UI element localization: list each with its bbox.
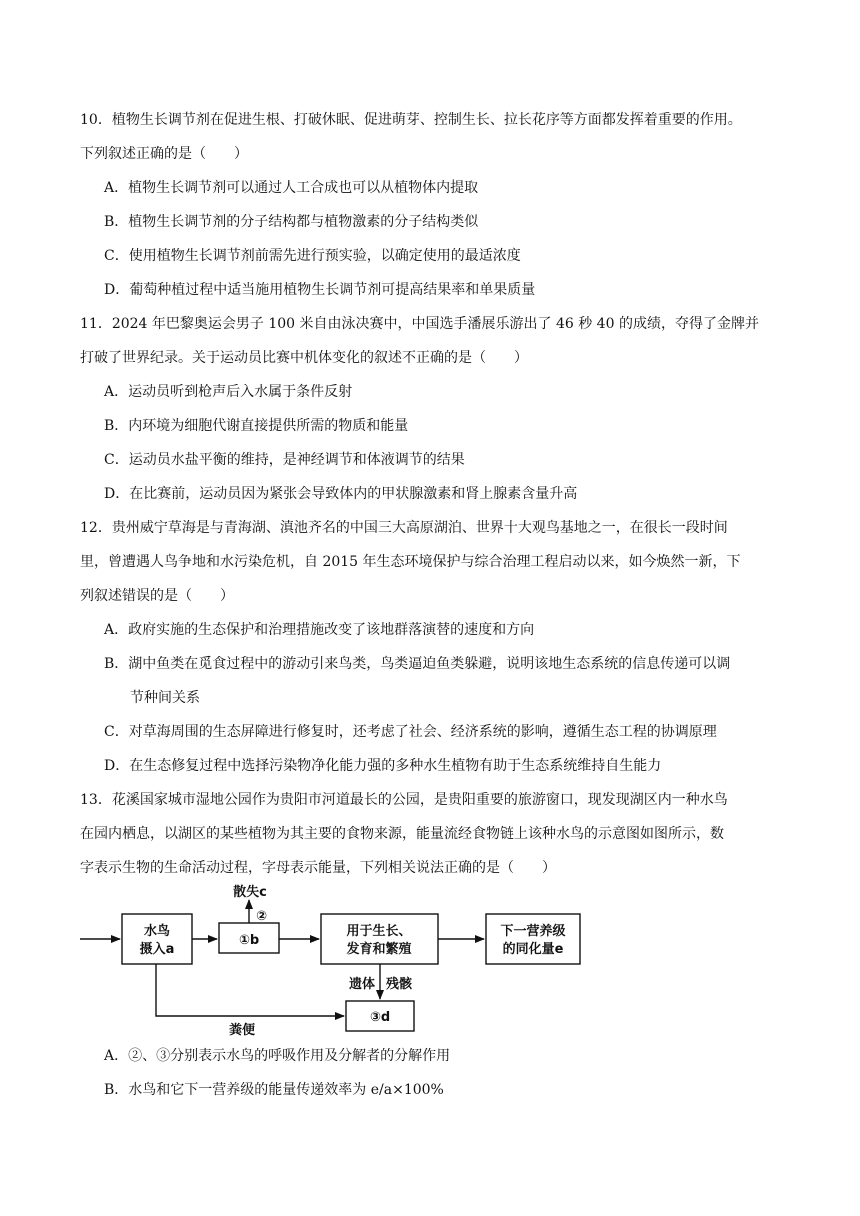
q12-option-b-line1: B．湖中鱼类在觅食过程中的游动引来鸟类，鸟类逼迫鱼类躲避，说明该地生态系统的信息传递可以调 (104, 656, 731, 672)
box2-label: ①b (238, 933, 260, 948)
q13-stem-line2: 在园内栖息，以湖区的某些植物为其主要的食物来源，能量流经食物链上该种水鸟的示意图如图所示，数 (80, 826, 724, 842)
q12-option-a: A．政府实施的生态保护和治理措施改变了该地群落演替的速度和方向 (104, 622, 535, 638)
q11-option-c: C．运动员水盐平衡的维持，是神经调节和体液调节的结果 (104, 452, 465, 468)
q12-stem-line2: 里，曾遭遇人鸟争地和水污染危机，自 2015 年生态环境保护与综合治理工程启动以来，如今焕然一新，下 (80, 554, 741, 570)
box1-label-1: 水鸟 (143, 924, 171, 939)
q13-stem-line3: 字表示生物的生命活动过程，字母表示能量，下列相关说法正确的是（ ） (80, 860, 556, 876)
q12-option-b-line2: 节种间关系 (130, 690, 200, 706)
q12-option-c: C．对草海周围的生态屏障进行修复时，还考虑了社会、经济系统的影响，遵循生态工程的协调原理 (104, 724, 717, 740)
q11-option-d: D．在比赛前，运动员因为紧张会导致体内的甲状腺激素和肾上腺素含量升高 (104, 486, 578, 502)
q11-option-a: A．运动员听到枪声后入水属于条件反射 (104, 384, 353, 400)
box4-label-2: 的同化量e (502, 942, 564, 957)
dissipate-label: 散失c (233, 885, 267, 900)
process2-label: ② (256, 909, 268, 924)
q10-option-d: D．葡萄种植过程中适当施用植物生长调节剂可提高结果率和单果质量 (104, 282, 536, 298)
arrow-feces (156, 964, 344, 1016)
box1-label-2: 摄入a (139, 942, 175, 957)
q10-option-c: C．使用植物生长调节剂前需先进行预实验，以确定使用的最适浓度 (104, 248, 521, 264)
box3-label-2: 发育和繁殖 (346, 942, 412, 957)
q10-stem-line1: 10．植物生长调节剂在促进生根、打破休眠、促进萌芽、控制生长、拉长花序等方面都发挥着重要的作用。 (80, 112, 742, 128)
q11-option-b: B．内环境为细胞代谢直接提供所需的物质和能量 (104, 418, 409, 434)
q10-option-b: B．植物生长调节剂的分子结构都与植物激素的分子结构类似 (104, 214, 479, 230)
box3-label-1: 用于生长、 (346, 924, 412, 939)
q13-option-a: A．②、③分别表示水鸟的呼吸作用及分解者的分解作用 (104, 1048, 451, 1064)
q12-stem-line3: 列叙述错误的是（ ） (80, 588, 234, 604)
box4-label-1: 下一营养级 (500, 924, 566, 939)
q11-stem-line1: 11．2024 年巴黎奥运会男子 100 米自由泳决赛中，中国选手潘展乐游出了 46 秒 40 的成绩，夺得了金牌并 (80, 316, 759, 332)
energy-flow-diagram (70, 878, 610, 1040)
q11-stem-line2: 打破了世界纪录。关于运动员比赛中机体变化的叙述不正确的是（ ） (80, 350, 528, 366)
box5-label: ③d (369, 1010, 391, 1025)
q13-option-b: B．水鸟和它下一营养级的能量传递效率为 e/a×100% (104, 1082, 444, 1098)
q10-stem-line2: 下列叙述正确的是（ ） (80, 146, 248, 162)
remains-label-1: 遗体 (348, 977, 375, 992)
feces-label: 粪便 (228, 1023, 256, 1038)
q10-option-a: A．植物生长调节剂可以通过人工合成也可以从植物体内提取 (104, 180, 479, 196)
q12-option-d: D．在生态修复过程中选择污染物净化能力强的多种水生植物有助于生态系统维持自生能力 (104, 758, 662, 774)
q13-stem-line1: 13．花溪国家城市湿地公园作为贵阳市河道最长的公园，是贵阳重要的旅游窗口，现发现湖区内一种水鸟 (80, 792, 728, 808)
q12-stem-line1: 12．贵州威宁草海是与青海湖、滇池齐名的中国三大高原湖泊、世界十大观鸟基地之一，在很长一段时间 (80, 520, 728, 536)
remains-label-2: 残骸 (386, 977, 413, 992)
